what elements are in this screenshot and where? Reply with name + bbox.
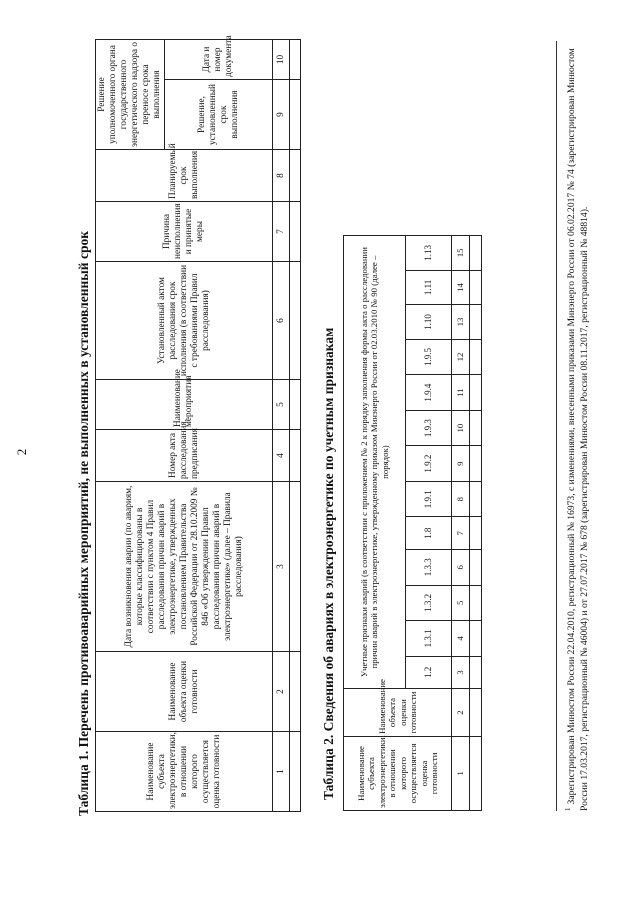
t2-header-signs: Учетные признаки аварий (в соответствии с приложением № 2 к порядку заполнения формы акта о расследовании причин аварий в электроэнергетике, утвержденному приказом Минэнерго России от 02.03.2010 № 90 (далее – порядок) [344, 236, 406, 689]
t1-col-number: 8 [273, 150, 290, 202]
t2-empty-cell [470, 549, 482, 585]
t2-col-number: 4 [452, 621, 470, 657]
page-number: 2 [14, 448, 29, 456]
t2-sign-code: 1.11 [406, 270, 452, 305]
t1-subheader-decision-term: Решение, установленный срок выполнения [165, 80, 273, 150]
table1-title: Таблица 1. Перечень противоаварийных мероприятий, не выполненных в установленный срок [76, 231, 91, 816]
t2-col-number: 11 [452, 375, 470, 411]
t2-sign-code: 1.9.4 [406, 375, 452, 411]
table2-title: Таблица 2. Сведения об авариях в электроэнергетике по учетным признакам [321, 327, 336, 800]
t1-col-number: 10 [273, 40, 290, 80]
t2-col-number: 13 [452, 305, 470, 340]
t1-empty-cell [290, 150, 301, 202]
t2-sign-code: 1.3.1 [406, 621, 452, 657]
t1-col-number: 1 [273, 732, 290, 812]
t1-header-accident-date: Дата возникновения аварии (по авариям, которые классифицированы в соответствии с пунктом 4 Правил расследования причин аварий в электроэнергетике, утвержденных постановлением Правительства Российской Федерации от 28.10.2009 № 846 «Об утверждении Правил расследования причин аварий в электроэнергетике» (далее – Правила расследования) [96, 482, 273, 652]
t2-empty-cell [470, 517, 482, 550]
t1-empty-cell [290, 732, 301, 812]
t1-col-number: 6 [273, 262, 290, 380]
t1-col-number: 3 [273, 482, 290, 652]
t2-empty-cell [470, 585, 482, 621]
table1-missed-measures [95, 35, 301, 812]
t2-col-number: 8 [452, 481, 470, 517]
t2-empty-cell [470, 689, 482, 737]
t2-col-number: 2 [452, 689, 470, 737]
t2-header-subject: Наименование субъекта электроэнергетики, в отношении которого осуществляется оценка готовности [344, 736, 452, 810]
footnote-text: Зарегистрирован Минюстом России 22.04.2010, регистрационный № 16973, с изменениями, внесенными приказами Минэнерго России от 06.02.2017 № 74 (зарегистрирован Минюстом России 17.03.2017, регистрационный № 46004) и от 27.07.2017 № 678 (зарегистрирован Минюстом России 08.11.2017, регистрационный № 48814). [566, 48, 590, 811]
t2-sign-code: 1.10 [406, 305, 452, 340]
t2-sign-code: 1.9.5 [406, 339, 452, 375]
t1-empty-cell [290, 380, 301, 430]
t1-header-act-number: Номер акта расследования, предписания [96, 430, 273, 482]
t1-header-planned-date: Планируемый срок выполнения [96, 150, 273, 202]
t2-empty-cell [470, 656, 482, 689]
t2-col-number: 6 [452, 549, 470, 585]
t1-col-number: 2 [273, 652, 290, 732]
t2-empty-cell [470, 446, 482, 482]
table2-accident-signs [343, 235, 482, 811]
t1-col-number: 7 [273, 202, 290, 262]
t1-empty-cell [290, 80, 301, 150]
t1-header-measure-name: Наименование мероприятия [96, 380, 273, 430]
footnote-mark: 1 [564, 807, 572, 811]
t2-col-number: 14 [452, 270, 470, 305]
footnote [556, 41, 591, 811]
t2-empty-cell [470, 621, 482, 657]
t2-col-number: 9 [452, 446, 470, 482]
t2-col-number: 7 [452, 517, 470, 550]
t2-sign-code: 1.9.2 [406, 446, 452, 482]
t2-col-number: 1 [452, 736, 470, 810]
t2-col-number: 3 [452, 656, 470, 689]
t2-col-number: 12 [452, 339, 470, 375]
t2-empty-cell [470, 481, 482, 517]
t2-header-object: Наименование объекта оценки готовности [344, 689, 452, 737]
t2-empty-cell [470, 410, 482, 446]
t2-sign-code: 1.9.3 [406, 410, 452, 446]
t1-empty-cell [290, 202, 301, 262]
t1-header-subject: Наименование субъекта электроэнергетики, в отношении которого осуществляется оценка готовности [96, 732, 273, 812]
t2-col-number: 10 [452, 410, 470, 446]
t2-empty-cell [470, 270, 482, 305]
t2-empty-cell [470, 736, 482, 810]
t2-sign-code: 1.3.2 [406, 585, 452, 621]
t2-sign-code: 1.9.1 [406, 481, 452, 517]
t2-col-number: 15 [452, 236, 470, 271]
t2-empty-cell [470, 305, 482, 340]
t1-header-object: Наименование объекта оценки готовности [96, 652, 273, 732]
t1-empty-cell [290, 482, 301, 652]
t1-empty-cell [290, 40, 301, 80]
t1-empty-cell [290, 430, 301, 482]
t1-empty-cell [290, 652, 301, 732]
t2-empty-cell [470, 375, 482, 411]
t1-header-deadline: Установленный актом расследования срок исполнения (в соответствии с требованиями Правил расследования) [96, 262, 273, 380]
t1-col-number: 9 [273, 80, 290, 150]
t2-col-number: 5 [452, 585, 470, 621]
t1-empty-cell [290, 262, 301, 380]
t2-sign-code: 1.2 [406, 656, 452, 689]
t2-sign-code: 1.3.3 [406, 549, 452, 585]
t1-header-decision: Решение уполномоченного органа государственного энергетического надзора о переносе срока выполнения [96, 40, 165, 150]
t1-col-number: 5 [273, 380, 290, 430]
t2-empty-cell [470, 236, 482, 271]
t1-subheader-doc-date: Дата и номер документа [165, 40, 273, 80]
t1-header-reason: Причина неисполнения и принятые меры [96, 202, 273, 262]
t1-col-number: 4 [273, 430, 290, 482]
t2-sign-code: 1.13 [406, 236, 452, 271]
t2-empty-cell [470, 339, 482, 375]
t2-sign-code: 1.8 [406, 517, 452, 550]
